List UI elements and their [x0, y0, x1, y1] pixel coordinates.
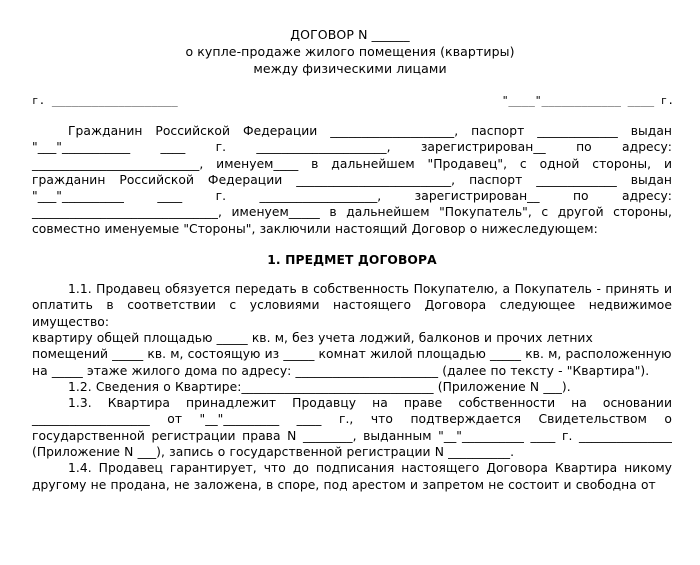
clause-1-2: 1.2. Сведения о Квартире:_______________________________ (Приложение N ___).	[68, 379, 571, 394]
document-title-block	[0, 0, 700, 77]
document-subtitle-line-2: между физическими лицами	[253, 61, 447, 76]
section-1-heading: 1. ПРЕДМЕТ ДОГОВОРА	[267, 253, 437, 268]
clause-1-3: 1.3. Квартира принадлежит Продавцу на праве собственности на основании ___________________ от "__"_________ ____ г., что подтверждается Свидетельством о государственной регистрации права N ________, выданным "__"__________ ____ г. _______________ (Приложение N ___), запись о государственной регистрации N __________.	[32, 396, 677, 460]
place-field: г. ___________________	[32, 94, 178, 107]
place-and-date-line	[0, 93, 700, 109]
date-field: "____"____________ ____ г.	[501, 94, 674, 107]
clause-1-1-property-description: квартиру общей площадью _____ кв. м, без учета лоджий, балконов и прочих летних помещений _____ кв. м, состоящую из _____ комнат жилой площадью _____ кв. м, расположенную на _____ этаже жилого дома по адресу: _______________________ (далее по тексту - "Квартира").	[32, 330, 676, 378]
clause-1-4: 1.4. Продавец гарантирует, что до подписания настоящего Договора Квартира никому другому не продана, не заложена, в споре, под арестом и запретом не состоит и свободна от	[32, 461, 677, 492]
document-body	[0, 123, 700, 493]
document-subtitle-line-1: о купле-продаже жилого помещения (квартиры)	[185, 44, 515, 59]
preamble-paragraph: Гражданин Российской Федерации ____________________, паспорт _____________ выдан "___"___________ ____ г. _____________________, зарегистрирован__ по адресу: ___________________________, именуем____ в дальнейшем "Продавец", с одной стороны, и гражданин Российской Федерации _________________________, паспорт _____________ выдан "___"__________ ____ г. ___________________, зарегистрирован__ по адресу: ______________________________, именуем_____ в дальнейшем "Покупатель", с другой стороны, совместно именуемые "Стороны", заключили настоящий Договор о нижеследующем:	[32, 124, 677, 236]
document-title: ДОГОВОР N ______	[290, 27, 410, 42]
clause-1-1-intro: 1.1. Продавец обязуется передать в собственность Покупателю, а Покупатель - принять и оплатить в соответствии с условиями настоящего Договора следующее недвижимое имущество:	[32, 282, 677, 329]
